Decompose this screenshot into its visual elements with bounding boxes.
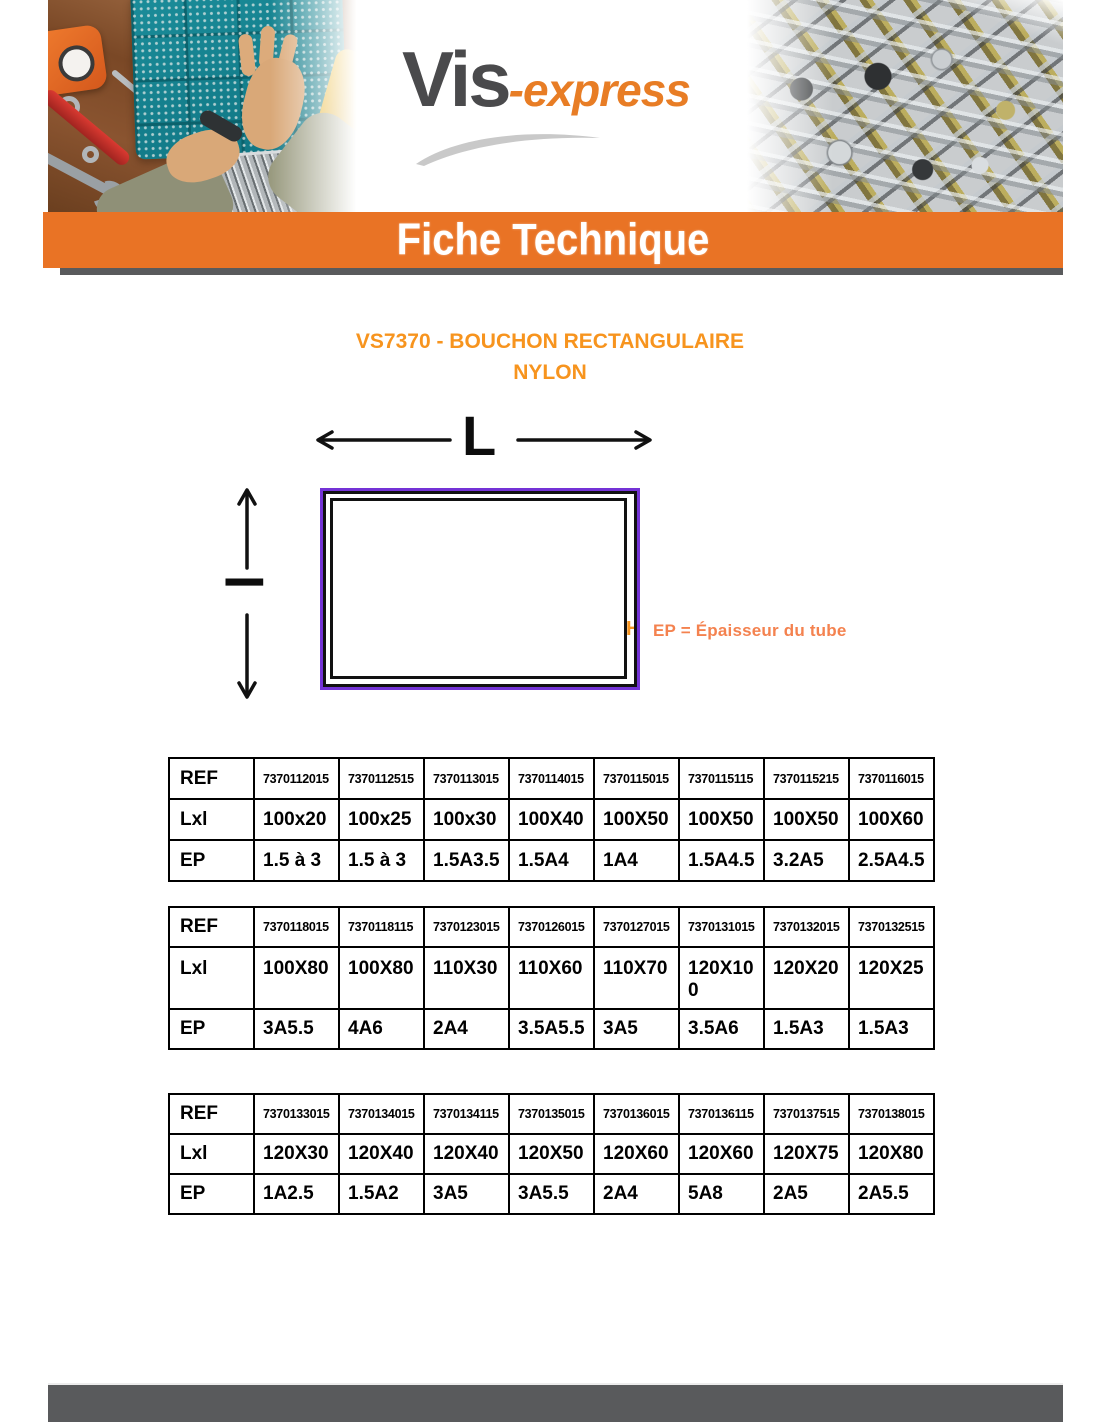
cell-ref: 7370113015 (424, 758, 509, 799)
row-label-ref: REF (169, 1094, 254, 1134)
cell-ep: 1.5 à 3 (339, 840, 424, 881)
cell-ref: 7370114015 (509, 758, 594, 799)
cell-ref: 7370115215 (764, 758, 849, 799)
cell-ref: 7370112015 (254, 758, 339, 799)
cell-ep: 2A5 (764, 1174, 849, 1214)
cell-lxl: 120X60 (594, 1134, 679, 1174)
row-label-lxl: Lxl (169, 1134, 254, 1174)
cell-ref: 7370134015 (339, 1094, 424, 1134)
cell-lxl: 100X50 (679, 799, 764, 840)
cell-ep: 2A5.5 (849, 1174, 934, 1214)
cell-ep: 1A4 (594, 840, 679, 881)
cell-lxl: 100X80 (254, 947, 339, 1009)
cell-lxl: 100X80 (339, 947, 424, 1009)
cell-lxl: 100X50 (764, 799, 849, 840)
cell-ep: 5A8 (679, 1174, 764, 1214)
cell-ref: 7370116015 (849, 758, 934, 799)
photo-edge-fade (744, 0, 1063, 212)
cell-ref: 7370137515 (764, 1094, 849, 1134)
cell-lxl: 120X25 (849, 947, 934, 1009)
row-label-ep: EP (169, 840, 254, 881)
table-row-ref (169, 758, 934, 799)
table-row-ep (169, 840, 934, 881)
row-label-ep: EP (169, 1174, 254, 1214)
screws-photo (744, 0, 1063, 212)
cell-ep: 2A4 (594, 1174, 679, 1214)
cell-ref: 7370115015 (594, 758, 679, 799)
height-label: l (217, 574, 275, 590)
cell-ref: 7370133015 (254, 1094, 339, 1134)
cell-lxl: 100x25 (339, 799, 424, 840)
cell-lxl: 110X30 (424, 947, 509, 1009)
h-label: H (626, 618, 641, 640)
cell-ref: 7370135015 (509, 1094, 594, 1134)
logo-text-express: -express (508, 64, 690, 116)
cell-lxl: 120X100 (679, 947, 764, 1009)
cell-ref: 7370123015 (424, 907, 509, 947)
cell-ref: 7370127015 (594, 907, 679, 947)
cell-ep: 1.5A3 (849, 1009, 934, 1049)
length-label: L (462, 404, 497, 467)
cell-lxl: 100X50 (594, 799, 679, 840)
logo-text-vis: Vis (402, 35, 509, 123)
cell-lxl: 100x20 (254, 799, 339, 840)
footer-bar (48, 1383, 1063, 1422)
banner-title: Fiche Technique (396, 214, 710, 265)
cell-ep: 1.5A4.5 (679, 840, 764, 881)
product-title (150, 326, 950, 388)
table-row-ref (169, 907, 934, 947)
cell-lxl: 120X80 (849, 1134, 934, 1174)
cell-ep: 4A6 (339, 1009, 424, 1049)
row-label-ref: REF (169, 758, 254, 799)
table-row-ref (169, 1094, 934, 1134)
logo-swoosh (414, 126, 604, 166)
cell-ep: 1.5 à 3 (254, 840, 339, 881)
cell-ref: 7370138015 (849, 1094, 934, 1134)
cell-ep: 3A5 (594, 1009, 679, 1049)
table-row-ep (169, 1009, 934, 1049)
cell-ep: 1A2.5 (254, 1174, 339, 1214)
cell-ep: 1.5A3 (764, 1009, 849, 1049)
cell-lxl: 110X60 (509, 947, 594, 1009)
cell-ep: 2.5A4.5 (849, 840, 934, 881)
cell-lxl: 100X40 (509, 799, 594, 840)
cell-lxl: 120X40 (339, 1134, 424, 1174)
cell-ref: 7370126015 (509, 907, 594, 947)
cell-ep: 3.5A6 (679, 1009, 764, 1049)
cell-ref: 7370112515 (339, 758, 424, 799)
cell-ref: 7370136115 (679, 1094, 764, 1134)
vis-express-logo (402, 35, 702, 123)
cell-lxl: 120X30 (254, 1134, 339, 1174)
cell-lxl: 120X20 (764, 947, 849, 1009)
workbench-photo (48, 0, 366, 212)
spec-table-3 (168, 1093, 935, 1215)
cell-ref: 7370115115 (679, 758, 764, 799)
cell-ep: 3.2A5 (764, 840, 849, 881)
cell-ep: 1.5A2 (339, 1174, 424, 1214)
table-row-ep (169, 1174, 934, 1214)
cell-lxl: 120X75 (764, 1134, 849, 1174)
cell-ref: 7370136015 (594, 1094, 679, 1134)
cell-ep: 1.5A4 (509, 840, 594, 881)
cell-ep: 3A5.5 (254, 1009, 339, 1049)
cell-ref: 7370118115 (339, 907, 424, 947)
cell-lxl: 120X40 (424, 1134, 509, 1174)
product-title-line2: NYLON (513, 361, 587, 384)
cell-lxl: 120X60 (679, 1134, 764, 1174)
cell-ref: 7370118015 (254, 907, 339, 947)
tube-inner-wall (330, 498, 627, 679)
banner (43, 212, 1063, 268)
spec-table-2 (168, 906, 935, 1050)
cell-ep: 2A4 (424, 1009, 509, 1049)
row-label-lxl: Lxl (169, 947, 254, 1009)
spec-table-1 (168, 757, 935, 882)
photo-edge-fade (48, 0, 366, 212)
table-row-lxl (169, 799, 934, 840)
cell-lxl: 120X50 (509, 1134, 594, 1174)
cell-ref: 7370131015 (679, 907, 764, 947)
row-label-ref: REF (169, 907, 254, 947)
product-title-line1: VS7370 - BOUCHON RECTANGULAIRE (355, 330, 745, 353)
banner-divider (60, 268, 1063, 275)
tube-cross-section (320, 488, 640, 690)
row-label-ep: EP (169, 1009, 254, 1049)
table-row-lxl (169, 1134, 934, 1174)
table-row-lxl (169, 947, 934, 1009)
cell-ep: 1.5A3.5 (424, 840, 509, 881)
cell-lxl: 110X70 (594, 947, 679, 1009)
cell-ep: 3A5 (424, 1174, 509, 1214)
cell-ref: 7370132515 (849, 907, 934, 947)
ep-note: EP = Épaisseur du tube (653, 621, 847, 640)
cell-ref: 7370132015 (764, 907, 849, 947)
cell-lxl: 100x30 (424, 799, 509, 840)
cell-ep: 3.5A5.5 (509, 1009, 594, 1049)
cell-lxl: 100X60 (849, 799, 934, 840)
cell-ref: 7370134115 (424, 1094, 509, 1134)
cell-ep: 3A5.5 (509, 1174, 594, 1214)
row-label-lxl: Lxl (169, 799, 254, 840)
